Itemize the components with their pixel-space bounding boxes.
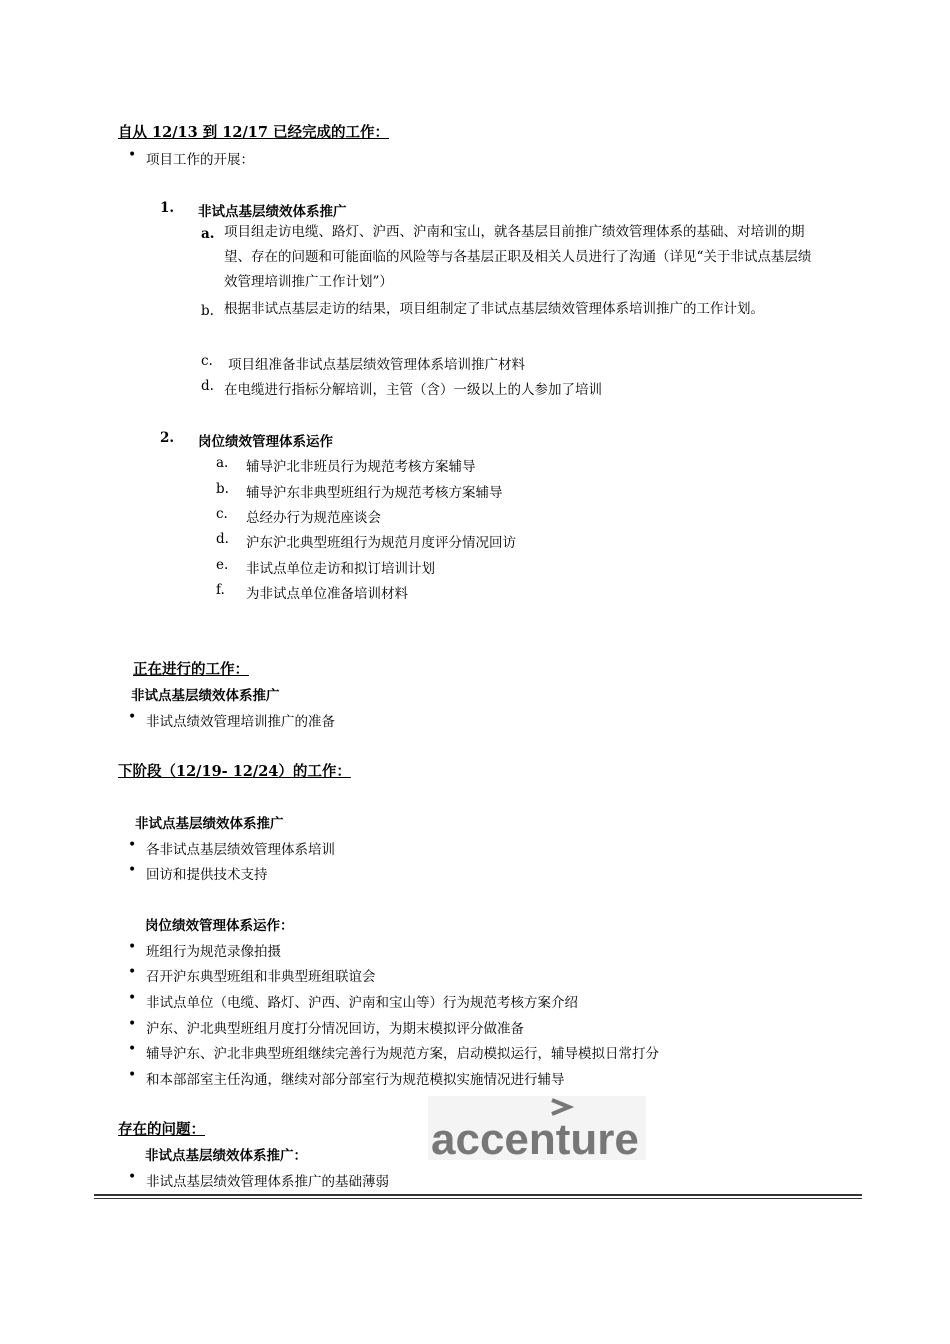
item-label: a. — [216, 455, 229, 471]
item-label: b. — [201, 303, 214, 319]
list-item: • 班组行为规范录像拍摄 — [146, 940, 281, 960]
item-text: 项目组准备非试点基层绩效管理体系培训推广材料 — [228, 357, 525, 373]
list-item: • 非试点基层绩效管理体系推广的基础薄弱 — [146, 1170, 389, 1190]
item-label: d. — [201, 378, 214, 394]
section-1-number: 1. — [160, 200, 175, 216]
item-label: c. — [201, 353, 213, 369]
accenture-chevron-icon — [428, 1096, 646, 1160]
completed-heading: 自从 12/13 到 12/17 已经完成的工作： — [118, 124, 389, 141]
footer-rule-thin — [94, 1198, 862, 1199]
completed-intro: • 项目工作的开展： — [146, 148, 254, 168]
item-text: 沪东沪北典型班组行为规范月度评分情况回访 — [246, 535, 516, 551]
next-heading: 下阶段（12/19- 12/24）的工作： — [118, 763, 351, 780]
list-item: • 回访和提供技术支持 — [146, 863, 268, 883]
list-item: • 非试点单位（电缆、路灯、沪西、沪南和宝山等）行为规范考核方案介绍 — [146, 991, 578, 1011]
item-label: a. — [201, 226, 215, 242]
accenture-logo — [428, 1096, 646, 1160]
issues-heading: 存在的问题： — [118, 1121, 205, 1138]
next-sub2-title: 岗位绩效管理体系运作： — [145, 918, 294, 934]
list-item: • 非试点绩效管理培训推广的准备 — [146, 710, 335, 730]
item-text: 总经办行为规范座谈会 — [246, 510, 381, 526]
section-1-title: 非试点基层绩效体系推广 — [198, 204, 347, 220]
item-text: 辅导沪东非典型班组行为规范考核方案辅导 — [246, 485, 503, 501]
item-label: d. — [216, 531, 229, 547]
item-label: e. — [216, 557, 229, 573]
footer-rule — [94, 1194, 862, 1196]
item-text: 辅导沪北非班员行为规范考核方案辅导 — [246, 459, 476, 475]
item-text: 在电缆进行指标分解培训，主管（含）一级以上的人参加了培训 — [224, 382, 602, 398]
list-item: • 召开沪东典型班组和非典型班组联谊会 — [146, 965, 376, 985]
item-text: 为非试点单位准备培训材料 — [246, 586, 408, 602]
item-label: b. — [216, 481, 229, 497]
item-text: 根据非试点基层走访的结果，项目组制定了非试点基层绩效管理体系培训推广的工作计划。 — [224, 301, 764, 317]
logo-text: accenture — [431, 1115, 639, 1160]
item-label: c. — [216, 506, 228, 522]
ongoing-subtitle: 非试点基层绩效体系推广 — [131, 688, 280, 704]
list-item: • 各非试点基层绩效管理体系培训 — [146, 838, 335, 858]
item-text: 非试点单位走访和拟订培训计划 — [246, 561, 435, 577]
section-2-title: 岗位绩效管理体系运作 — [198, 434, 333, 450]
list-item: • 沪东、沪北典型班组月度打分情况回访，为期末模拟评分做准备 — [146, 1017, 524, 1037]
item-text: 项目组走访电缆、路灯、沪西、沪南和宝山，就各基层目前推广绩效管理体系的基础、对培训的期望、存在的问题和可能面临的风险等与各基层正职及相关人员进行了沟通（详见“关于非试点基层绩效管理培训推广工作计划”） — [224, 224, 812, 290]
section-2-number: 2. — [160, 430, 175, 446]
item-label: f. — [216, 582, 225, 598]
ongoing-heading: 正在进行的工作： — [133, 661, 249, 678]
issues-subtitle: 非试点基层绩效体系推广： — [145, 1148, 307, 1164]
list-item: • 和本部部室主任沟通，继续对部分部室行为规范模拟实施情况进行辅导 — [146, 1068, 565, 1088]
list-item: • 辅导沪东、沪北非典型班组继续完善行为规范方案，启动模拟运行，辅导模拟日常打分 — [146, 1042, 659, 1062]
next-sub1-title: 非试点基层绩效体系推广 — [135, 816, 284, 832]
